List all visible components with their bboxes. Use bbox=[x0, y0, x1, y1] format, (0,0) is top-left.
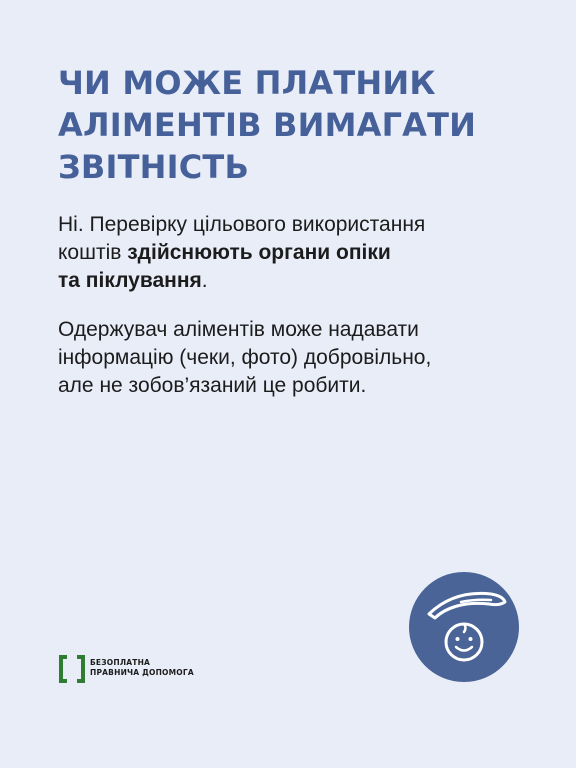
details-line-3: але не зобов’язаний це робити. bbox=[58, 374, 367, 397]
logo-text bbox=[90, 658, 194, 678]
answer-line-2-bold: здійснюють органи опіки bbox=[127, 241, 391, 264]
details-line-2: інформацію (чеки, фото) добровільно, bbox=[58, 346, 432, 369]
answer-line-3-bold: та піклування bbox=[58, 269, 202, 292]
answer-line-1: Ні. Перевірку цільового використання bbox=[58, 213, 426, 236]
answer-line-3-text: . bbox=[201, 269, 208, 292]
answer-line-3 bbox=[58, 267, 528, 295]
protected-child-icon bbox=[409, 572, 519, 682]
details-line-1: Одержувач аліментів може надавати bbox=[58, 318, 419, 341]
answer-paragraph bbox=[58, 211, 528, 295]
title-line-1: ЧИ МОЖЕ ПЛАТНИК bbox=[58, 64, 436, 102]
details-paragraph bbox=[58, 316, 528, 400]
title-line-2: АЛІМЕНТІВ ВИМАГАТИ bbox=[58, 106, 477, 144]
answer-line-2 bbox=[58, 239, 528, 267]
title-line-3: ЗВІТНІСТЬ bbox=[58, 148, 250, 186]
free-legal-aid-logo bbox=[58, 655, 198, 683]
answer-line-2-text: коштів bbox=[58, 241, 128, 264]
logo-line-1: БЕЗОПЛАТНА bbox=[90, 658, 151, 667]
page-title bbox=[58, 62, 538, 188]
bracket-logo-icon bbox=[58, 655, 86, 683]
logo-line-2: ПРАВНИЧА ДОПОМОГА bbox=[90, 668, 194, 677]
